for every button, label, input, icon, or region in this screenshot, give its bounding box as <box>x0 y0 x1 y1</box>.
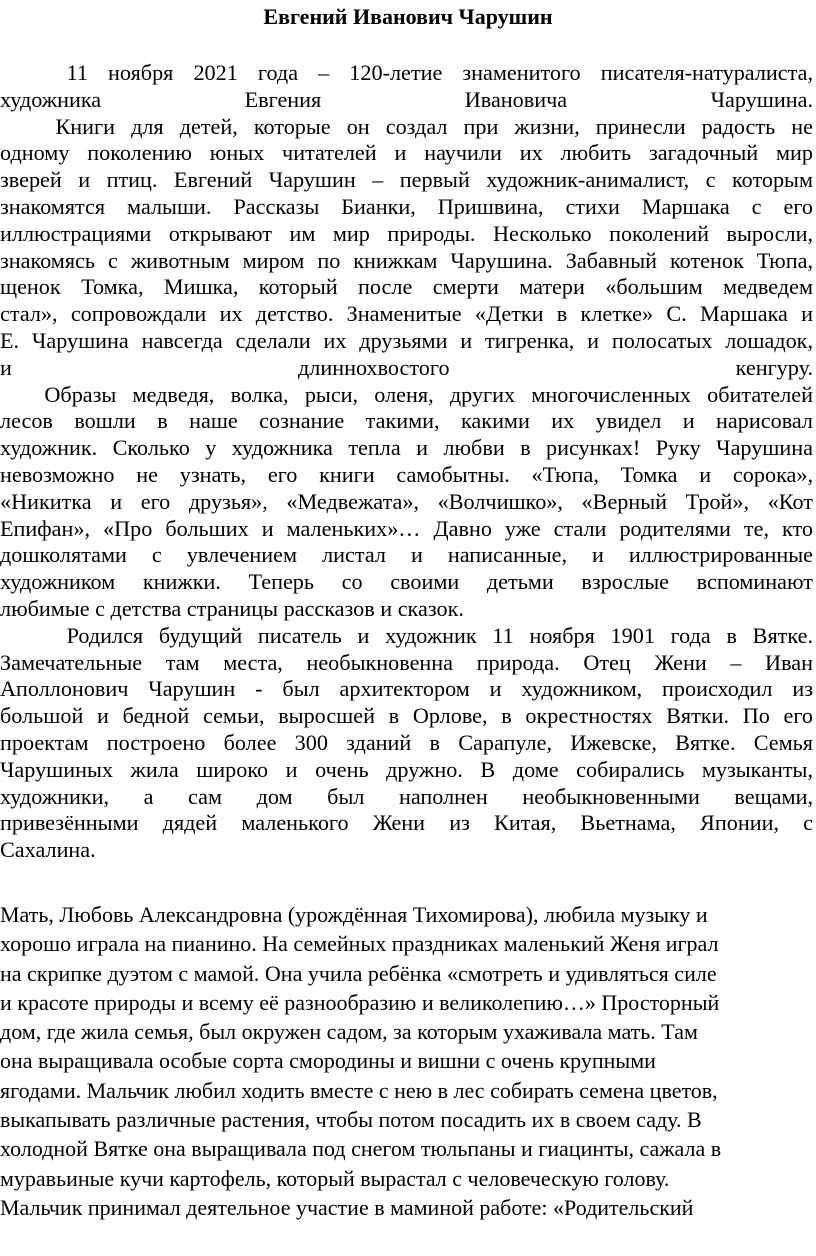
text-line: Сахалина. <box>0 837 96 863</box>
text-line: большой и бедной семьи, выросшей в Орлове, в окрестностях Вятки. По его <box>0 703 813 729</box>
text-line: дом, где жила семья, был окружен садом, за которым ухаживала мать. Там <box>0 1019 698 1045</box>
document-title: Евгений Иванович Чарушин <box>263 4 553 29</box>
text-line: Мать, Любовь Александровна (урождённая Тихомирова), любила музыку и <box>0 902 708 927</box>
text-line: стал», сопровождали их детство. Знаменитые «Детки в клетке» С. Маршака и <box>0 301 813 327</box>
text-line: проектам построено более 300 зданий в Сарапуле, Ижевске, Вятке. Семья <box>0 729 813 755</box>
text-line: одному поколению юных читателей и научили их любить загадочный мир <box>0 140 813 166</box>
text-line: Замечательные там места, необыкновенна природа. Отец Жени – Иван <box>0 649 813 675</box>
text-line: привезёнными дядей маленького Жени из Китая, Вьетнама, Японии, с <box>0 810 813 836</box>
text-line: невозможно не узнать, его книги самобытны. «Тюпа, Томка и сорока», <box>0 461 813 487</box>
text-line: Мальчик принимал деятельное участие в маминой работе: «Родительский <box>0 1194 694 1220</box>
text-line: выкапывать различные растения, чтобы потом посадить их в своем саду. В <box>0 1107 702 1133</box>
text-line: она выращивала особые сорта смородины и вишни с очень крупными <box>0 1048 656 1074</box>
text-line: на скрипке дуэтом с мамой. Она учила ребёнка «смотреть и удивляться силе <box>0 960 717 986</box>
text-line: холодной Вятке она выращивала под снегом тюльпаны и гиацинты, сажала в <box>0 1136 722 1162</box>
text-line: Книги для детей, которые он создал при жизни, принесли радость не <box>55 113 813 139</box>
text-line: 11 ноября 2021 года – 120-летие знаменитого писателя-натуралиста, <box>66 60 813 85</box>
text-line: Е. Чарушина навсегда сделали их друзьями и тигренка, и полосатых лошадок, <box>0 327 813 353</box>
text-line: муравьиные кучи картофель, который вырастал с человеческую голову. <box>0 1165 670 1191</box>
text-line: «Никитка и его друзья», «Медвежата», «Волчишко», «Верный Трой», «Кот <box>0 488 813 514</box>
text-line: хорошо играла на пианино. На семейных праздниках маленький Женя играл <box>0 931 719 957</box>
text-line: зверей и птиц. Евгений Чарушин – первый художник-анималист, с которым <box>0 167 813 193</box>
text-line: иллюстрациями открывают им мир природы. Несколько поколений выросли, <box>0 220 813 246</box>
text-line: любимые с детства страницы рассказов и сказок. <box>0 595 464 621</box>
text-line: Аполлонович Чарушин - был архитектором и художником, происходил из <box>0 676 813 702</box>
text-line: Родился будущий писатель и художник 11 ноября 1901 года в Вятке. <box>66 622 813 648</box>
text-line: Епифан», «Про больших и маленьких»… Давно уже стали родителями те, кто <box>0 515 813 541</box>
text-line: художники, а сам дом был наполнен необыкновенными вещами, <box>0 783 813 809</box>
text-line: художника Евгения Ивановича Чарушина. <box>0 86 813 112</box>
text-line: щенок Томка, Мишка, который после смерти матери «большим медведем <box>0 274 813 300</box>
text-line: художником книжки. Теперь со своими детьми взрослые вспоминают <box>0 569 813 595</box>
text-line: лесов вошли в наше сознание такими, какими их увидел и нарисовал <box>0 408 813 434</box>
text-line: и длиннохвостого кенгуру. <box>0 354 813 380</box>
text-line: знакомясь с животным миром по книжкам Чарушина. Забавный котенок Тюпа, <box>0 247 813 273</box>
article-body-justified <box>0 60 813 864</box>
text-line: и красоте природы и всему её разнообразию и великолепию…» Просторный <box>0 989 720 1015</box>
text-line: дошколятами с увлечением листал и написанные, и иллюстрированные <box>0 542 813 568</box>
text-line: знакомятся малыши. Рассказы Бианки, Пришвина, стихи Маршака с его <box>0 193 813 219</box>
text-line: художник. Сколько у художника тепла и любви в рисунках! Руку Чарушина <box>0 435 813 461</box>
text-line: ягодами. Мальчик любил ходить вместе с нею в лес собирать семена цветов, <box>0 1077 718 1103</box>
text-line: Образы медведя, волка, рыси, оленя, других многочисленных обитателей <box>44 381 813 407</box>
text-line: Чарушиных жила широко и очень дружно. В доме собирались музыканты, <box>0 756 813 782</box>
article-body-left <box>0 900 800 1222</box>
